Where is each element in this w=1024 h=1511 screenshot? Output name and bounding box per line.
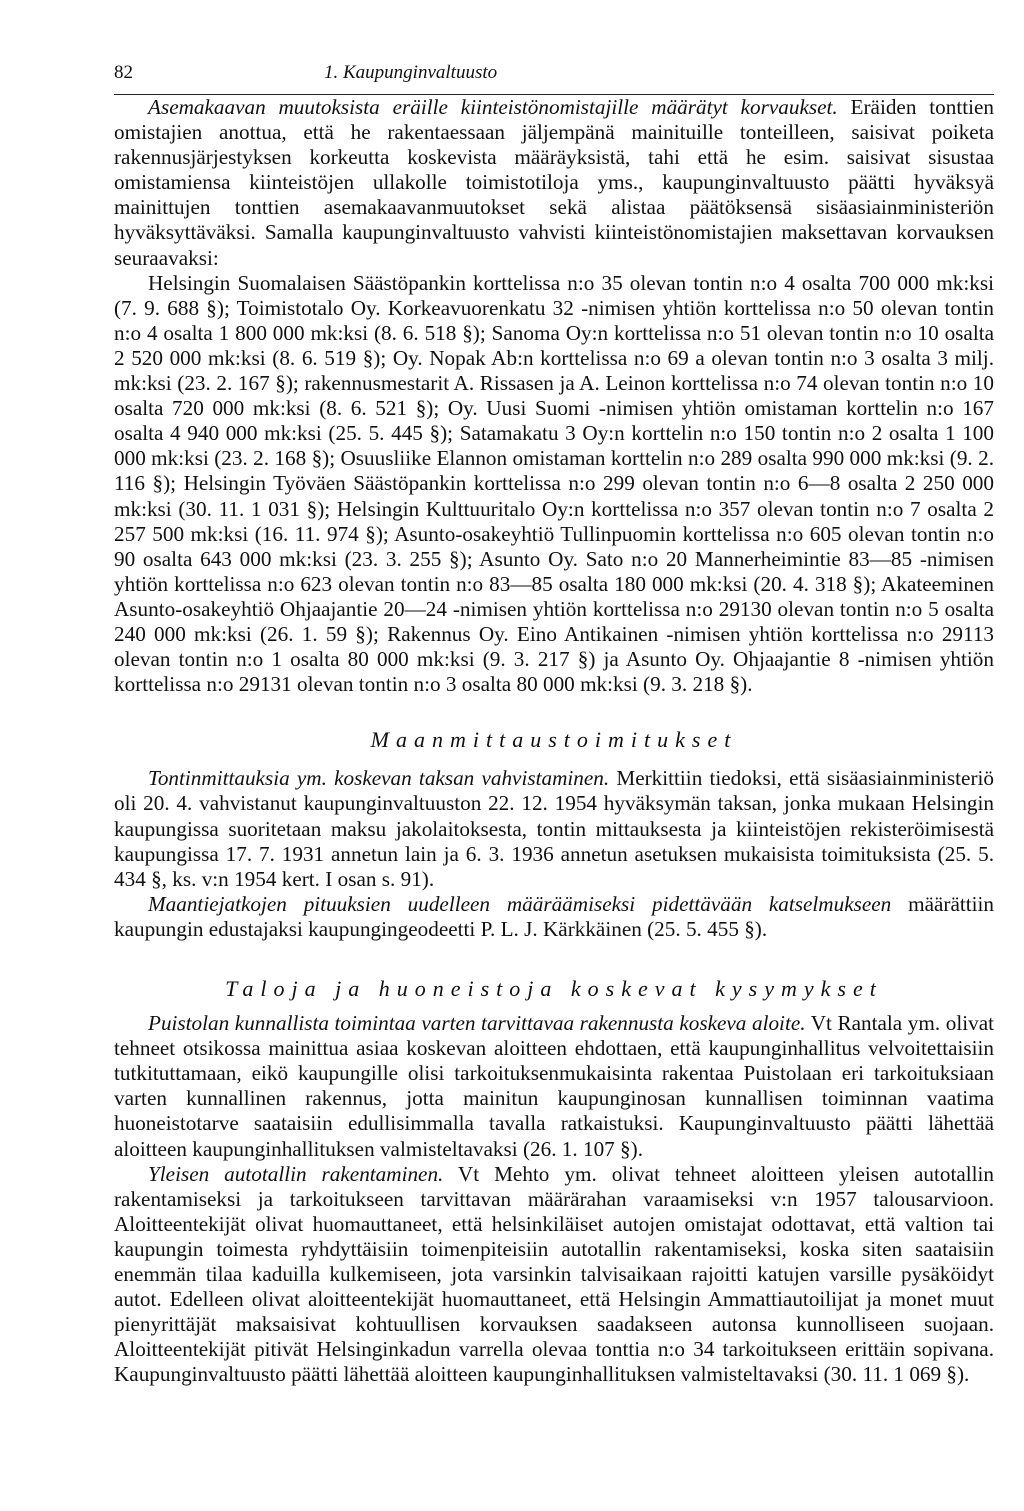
paragraph-title: Asemakaavan muutoksista eräille kiinteistönomistajille määrätyt korvaukset. bbox=[148, 95, 838, 119]
paragraph-body: Eräiden tonttien omistajien anottua, että he rakentaessaan jäljempänä mainituille tonteilleen, saisivat poiketa rakennusjärjestyksen korkeutta koskevista määräyksistä, tahi että he esim. saisivat sisustaa omistamiensa kiinteistöjen ullakolle toimistotiloja yms., kaupunginvaltuusto päätti hyväksyä mainittujen tonttien asemakaavanmuutokset sekä alistaa päätöksensä sisäasiainministeriön hyväksyttäväksi. Samalla kaupunginvaltuusto vahvisti kiinteistönomistajien maksettavan korvauksen seuraavaksi: bbox=[114, 95, 994, 270]
paragraph-title: Maantiejatkojen pituuksien uudelleen määräämiseksi pidettävään katselmukseen bbox=[148, 891, 892, 916]
page-header bbox=[114, 62, 994, 90]
paragraph-tariff bbox=[114, 766, 994, 891]
paragraph-title: Yleisen autotallin rakentaminen. bbox=[148, 1161, 444, 1186]
paragraph-title: Tontinmittauksia ym. koskevan taksan vahvistaminen. bbox=[148, 766, 610, 791]
paragraph-puistola-building bbox=[114, 1011, 994, 1162]
page-number: 82 bbox=[114, 62, 133, 83]
paragraph-body: Vt Rantala ym. olivat tehneet otsikossa mainittua asiaa koskevan aloitteen ehdottaen, että kaupunginhallitus velvoitettaisiin tutkituttamaan, eikö kaupungille olisi tarkoituksenmukaisinta rakentaa Puistolaan eri tarkoituksiaan varten kunnallinen rakennus, jotta mainitun kaupunginosan kunnallisen toiminnan vaatima huoneistotarve saataisiin edullisimmalla tavalla ratkaistuksi. Kaupunginvaltuusto päätti lähettää aloitteen kaupunginhallituksen valmisteltavaksi (26. 1. 107 §). bbox=[114, 1011, 994, 1161]
document-page bbox=[114, 62, 994, 1388]
paragraph-body: Merkittiin tiedoksi, että sisäasiainministeriö oli 20. 4. vahvistanut kaupunginvaltuuston 22. 12. 1954 hyväksymän taksan, jonka mukaan Helsingin kaupungissa suoritetaan maksu jakolaitoksesta, tontin mittauksesta ja kiinteistöjen rekisteröimisestä kaupungissa 17. 7. 1931 annetun lain ja 6. 3. 1936 annetun asetuksen mukaisista toimituksista (25. 5. 434 §, ks. v:n 1954 kert. I osan s. 91). bbox=[114, 766, 994, 891]
paragraph-compensation-list bbox=[114, 271, 994, 698]
paragraph-body: määrättiin kaupungin edustajaksi kaupungingeodeetti P. L. J. Kärkkäinen (25. 5. 455 §). bbox=[114, 891, 995, 941]
section-heading-taloja: Taloja ja huoneistoja koskevat kysymykset bbox=[225, 976, 883, 1001]
running-title: 1. Kaupunginvaltuusto bbox=[324, 62, 498, 83]
paragraph-road-inspection bbox=[114, 892, 994, 942]
body-text bbox=[114, 95, 994, 1388]
paragraph-body: Vt Mehto ym. olivat tehneet aloitteen yleisen autotallin rakentamiseksi ja tarkoitukseen tarvittavan määrärahan varaamiseksi v:n 1957 talousarvioon. Aloitteentekijät olivat huomauttaneet, että helsinkiläiset autojen omistajat odottavat, että valtion tai kaupungin toimesta ryhdyttäisiin toimenpiteisiin autotallin rakentamiseksi, koska siten saataisiin enemmän tilaa kaduilla kulkemiseen, jota varsinkin talvisaikaan rajoitti katujen varsille pysäköidyt autot. Edelleen olivat aloitteentekijät huomauttaneet, että Helsingin Ammattiautoilijat ja monet muut pienyrittäjät maksaisivat kohtuullisen korvauksen saadakseen autonsa kunnolliseen suojaan. Aloitteentekijät pitivät Helsinginkadun varrella olevaa tonttia n:o 34 tarkoitukseen erittäin sopivana. Kaupunginvaltuusto päätti lähettää aloitteen kaupunginhallituksen valmisteltavaksi (30. 11. 1 069 §). bbox=[114, 1161, 994, 1387]
section-heading-maanmittaus: Maanmittaustoimitukset bbox=[370, 727, 738, 753]
paragraph-public-garage bbox=[114, 1162, 994, 1388]
paragraph-body: Helsingin Suomalaisen Säästöpankin korttelissa n:o 35 olevan tontin n:o 4 osalta 700 000 mk:ksi (7. 9. 688 §); Toimistotalo Oy. Korkeavuorenkatu 32 -nimisen yhtiön korttelissa n:o 50 olevan tontin n:o 4 osalta 1 800 000 mk:ksi (8. 6. 518 §); Sanoma Oy:n korttelissa n:o 51 olevan tontin n:o 10 osalta 2 520 000 mk:ksi (8. 6. 519 §); Oy. Nopak Ab:n korttelissa n:o 69 a olevan tontin n:o 3 osalta 3 milj. mk:ksi (23. 2. 167 §); rakennusmestarit A. Rissasen ja A. Leinon korttelissa n:o 74 olevan tontin n:o 10 osalta 720 000 mk:ksi (8. 6. 521 §); Oy. Uusi Suomi -nimisen yhtiön omistaman korttelin n:o 167 osalta 4 940 000 mk:ksi (25. 5. 445 §); Satamakatu 3 Oy:n korttelin n:o 150 tontin n:o 2 osalta 1 100 000 mk:ksi (23. 2. 168 §); Osuusliike Elannon omistaman korttelin n:o 289 osalta 990 000 mk:ksi (9. 2. 116 §); Helsingin Työväen Säästöpankin korttelissa n:o 299 olevan tontin n:o 6—8 osalta 2 250 000 mk:ksi (30. 11. 1 031 §); Helsingin Kulttuuritalo Oy:n korttelissa n:o 357 olevan tontin n:o 7 osalta 2 257 500 mk:ksi (16. 11. 974 §); Asunto-osakeyhtiö Tullinpuomin korttelissa n:o 605 olevan tontin n:o 90 osalta 643 000 mk:ksi (23. 3. 255 §); Asunto Oy. Sato n:o 20 Mannerheimintie 83—85 -nimisen yhtiön korttelissa n:o 623 olevan tontin n:o 83—85 osalta 180 000 mk:ksi (20. 4. 318 §); Akateeminen Asunto-osakeyhtiö Ohjaajantie 20—24 -nimisen yhtiön korttelissa n:o 29130 olevan tontin n:o 5 osalta 240 000 mk:ksi (26. 1. 59 §); Rakennus Oy. Eino Antikainen -nimisen yhtiön korttelissa n:o 29113 olevan tontin n:o 1 osalta 80 000 mk:ksi (9. 3. 217 §) ja Asunto Oy. Ohjaajantie 8 -nimisen yhtiön korttelissa n:o 29131 olevan tontin n:o 3 osalta 80 000 mk:ksi (9. 3. 218 §). bbox=[114, 270, 994, 697]
paragraph-compensations bbox=[114, 95, 994, 271]
paragraph-title: Puistolan kunnallista toimintaa varten tarvittavaa rakennusta koskeva aloite. bbox=[148, 1011, 806, 1036]
